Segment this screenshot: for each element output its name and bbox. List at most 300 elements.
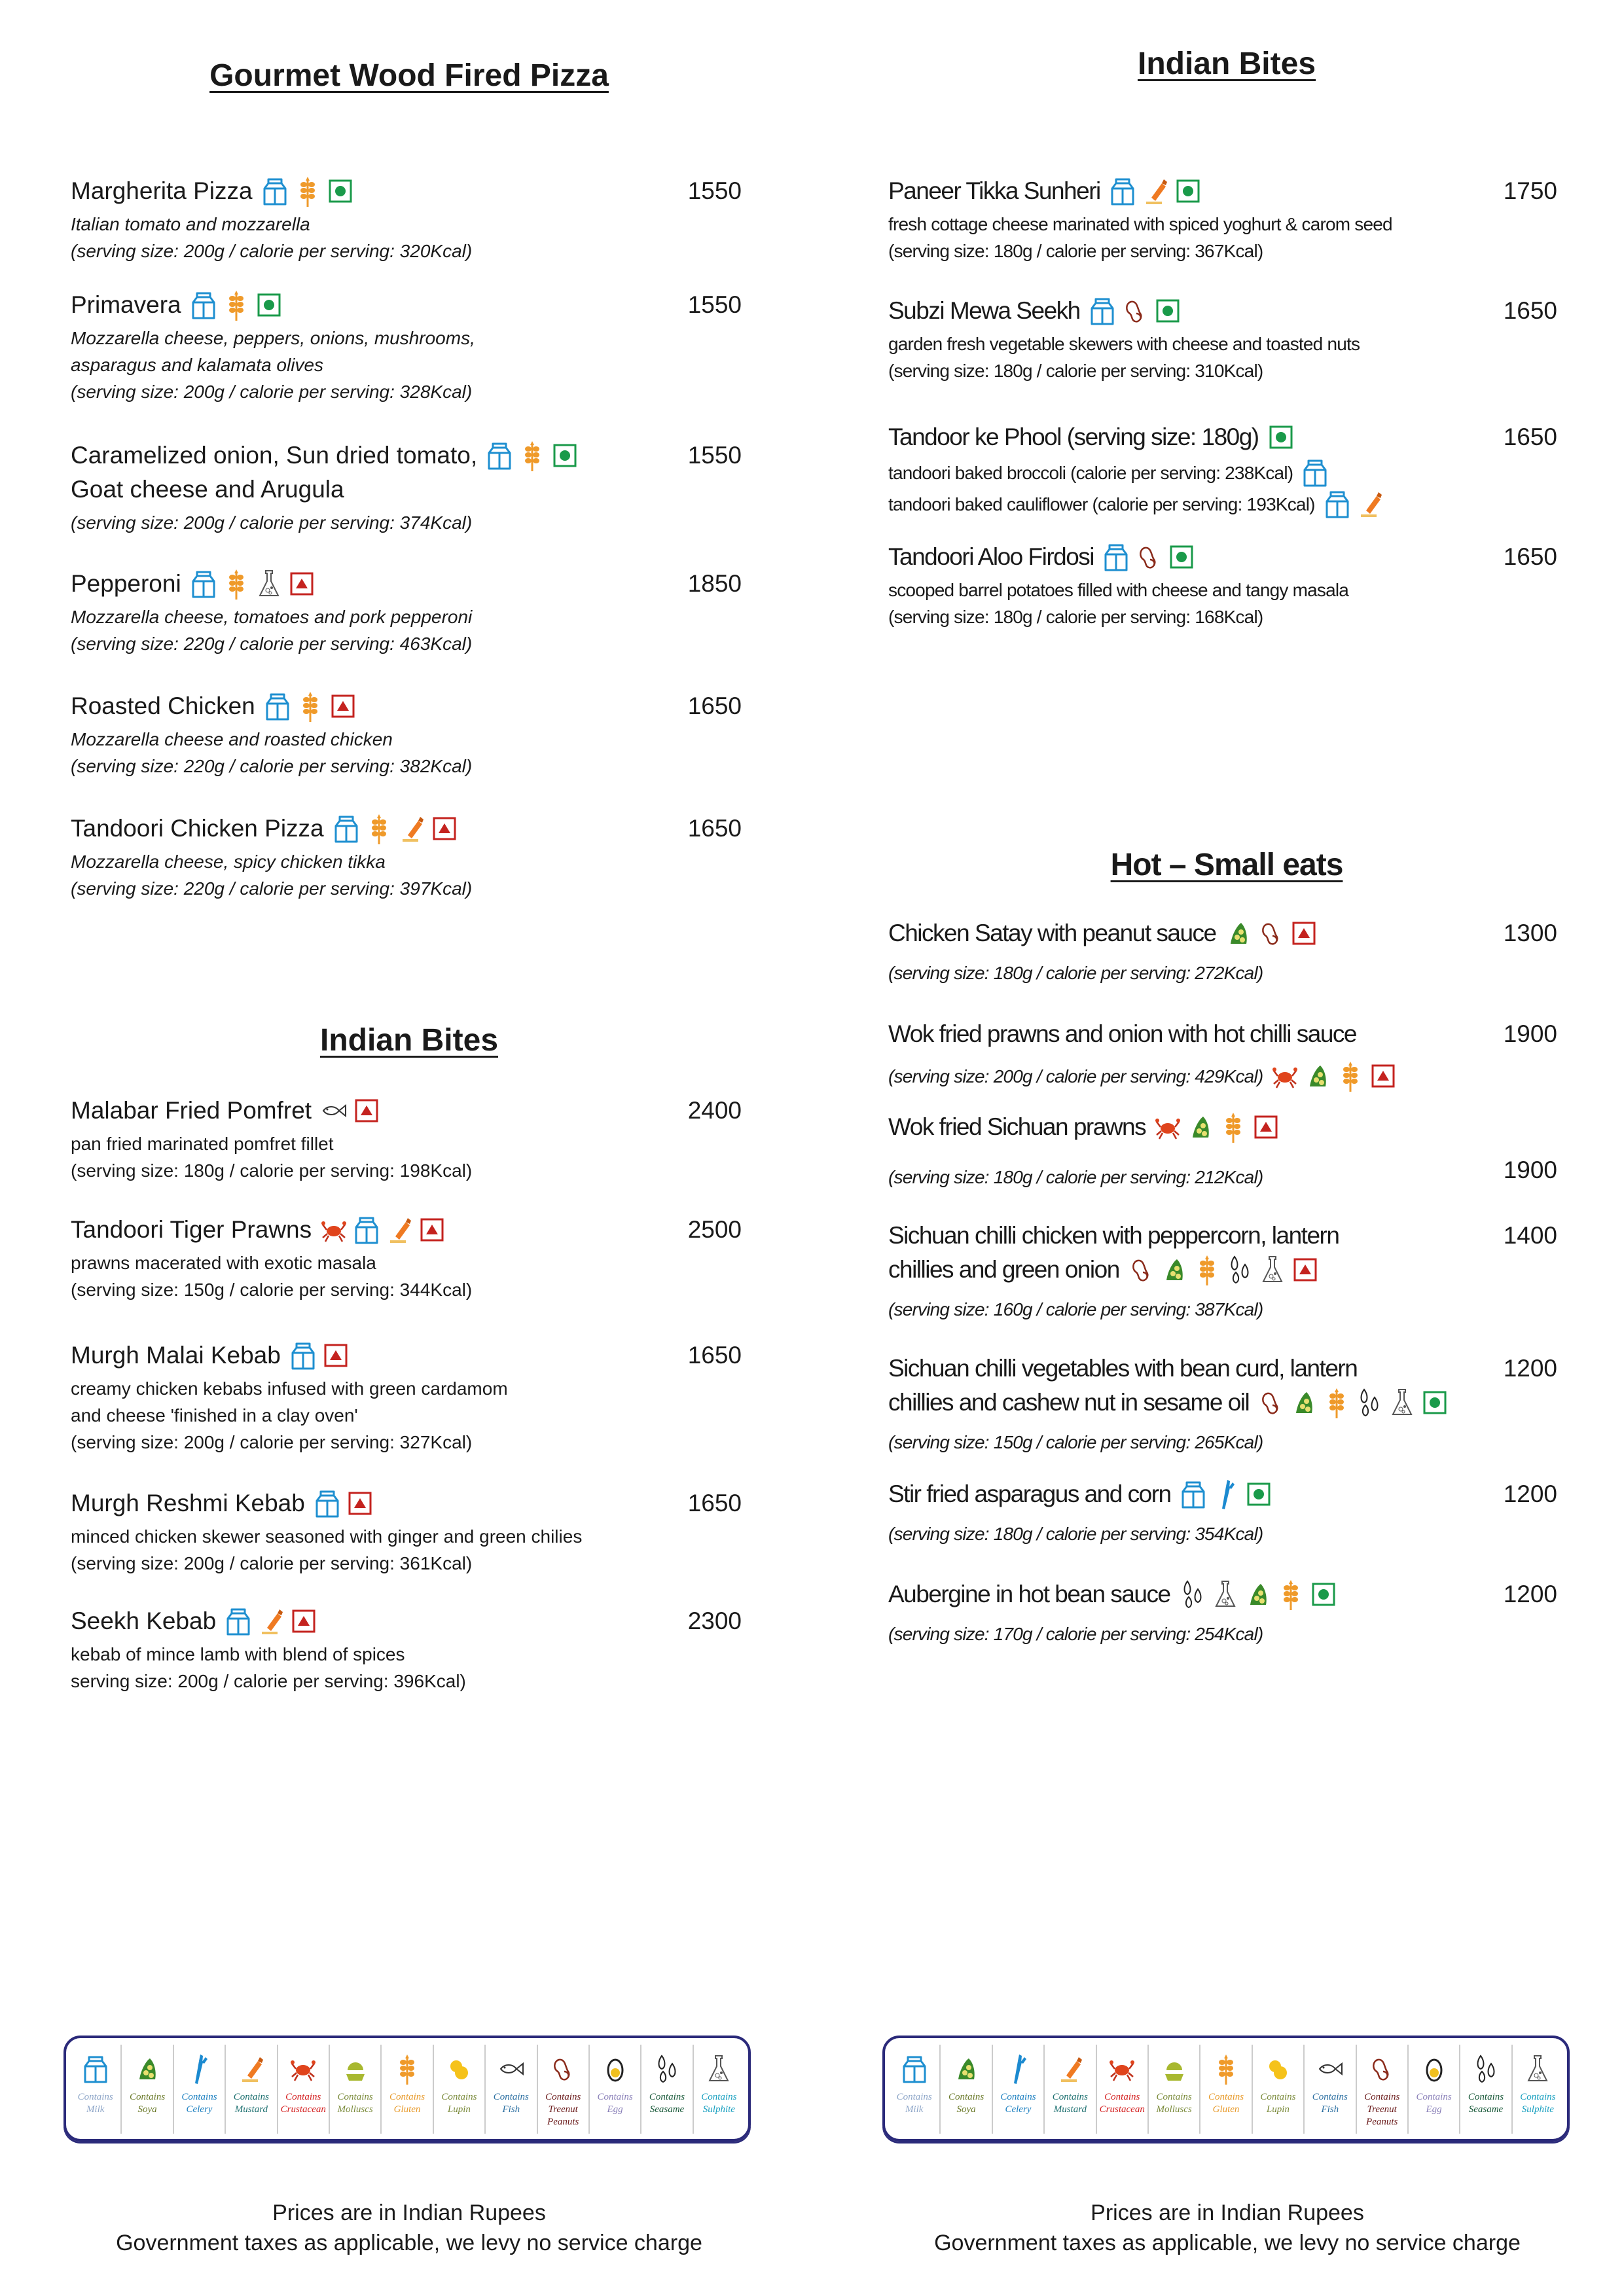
legend-label-line: Contains — [441, 2092, 477, 2102]
legend-label-line: Contains — [1052, 2092, 1088, 2102]
lupin-icon — [446, 2053, 472, 2089]
item-detail — [71, 1429, 745, 1456]
legend-label-line: Milk — [86, 2104, 105, 2115]
milk-icon — [82, 2053, 109, 2089]
legend-label-line: Crustacean — [1099, 2104, 1145, 2115]
milk-icon — [189, 289, 218, 321]
item-name-text: Wok fried Sichuan prawns — [888, 1113, 1146, 1140]
item-description — [71, 1130, 745, 1184]
item-name — [71, 1094, 745, 1128]
legend-label-line: Mustard — [234, 2104, 268, 2115]
sulphite-icon — [1211, 1579, 1240, 1610]
item-description — [888, 331, 1562, 384]
item-detail — [71, 211, 745, 238]
veg-icon — [550, 440, 579, 471]
sesame-icon — [654, 2053, 680, 2089]
item-detail — [888, 457, 1562, 488]
footer-tax-note: Government taxes as applicable, we levy no service charge — [934, 2231, 1521, 2255]
legend-item-lupin — [433, 2045, 484, 2134]
item-detail — [71, 875, 745, 902]
item-detail-text: (serving size: 220g / calorie per serving: 397Kcal) — [71, 878, 473, 899]
item-detail-text: Mozzarella cheese, spicy chicken tikka — [71, 852, 386, 872]
soya-icon — [1290, 1387, 1318, 1418]
veg-icon — [1167, 541, 1196, 573]
legend-label-line: Soya — [137, 2104, 157, 2115]
legend-label — [1157, 2091, 1192, 2116]
milk-icon — [332, 813, 361, 844]
item-price: 1550 — [687, 177, 742, 204]
milk-icon — [313, 1488, 342, 1519]
item-detail-text: (serving size: 200g / calorie per serving: 374Kcal) — [71, 512, 473, 533]
item-detail-text: garden fresh vegetable skewers with cheese and toasted nuts — [888, 334, 1360, 354]
veg-icon — [1153, 295, 1182, 327]
item-detail-text: prawns macerated with exotic masala — [71, 1253, 376, 1273]
item-detail — [71, 351, 745, 378]
item-name-text: Caramelized onion, Sun dried tomato, — [71, 442, 478, 469]
item-name — [888, 294, 1562, 328]
item-description — [888, 1621, 1562, 1647]
legend-label-line: Crustacean — [280, 2104, 326, 2115]
item-price: 1850 — [687, 570, 742, 597]
menu-item — [888, 1352, 1562, 1456]
legend-label-line: Peanuts — [1366, 2117, 1398, 2127]
legend-label-line: Lupin — [447, 2104, 471, 2115]
item-price: 1200 — [1503, 1480, 1557, 1507]
crustacean-icon — [1271, 1060, 1299, 1092]
milk-icon — [1179, 1479, 1208, 1510]
item-description — [71, 848, 745, 902]
molluscs-icon — [1161, 2053, 1187, 2089]
allergen-icons — [1108, 175, 1202, 207]
soya-icon — [1303, 1060, 1332, 1092]
legend-item-gluten — [380, 2045, 432, 2134]
item-description — [888, 457, 1562, 520]
item-detail — [888, 1429, 1562, 1456]
item-detail — [888, 1296, 1562, 1323]
nonveg-icon — [418, 1214, 446, 1246]
item-description — [888, 960, 1562, 986]
item-name — [888, 1577, 1562, 1611]
item-description — [71, 726, 745, 780]
legend-label-line: Seasame — [649, 2104, 685, 2115]
item-detail — [71, 1402, 745, 1429]
legend-label — [701, 2091, 736, 2116]
legend-label — [281, 2091, 326, 2116]
item-name-text: Aubergine in hot bean sauce — [888, 1581, 1170, 1607]
allergen-icons — [485, 440, 579, 471]
legend-label-line: Soya — [956, 2104, 976, 2115]
item-detail — [888, 211, 1562, 238]
treenut-icon — [550, 2053, 576, 2089]
allergen-icons — [189, 289, 283, 321]
menu-item — [888, 1577, 1562, 1647]
item-detail — [71, 603, 745, 630]
item-detail — [71, 1130, 745, 1157]
legend-item-lupin — [1252, 2045, 1303, 2134]
item-name — [71, 439, 745, 473]
sulphite-icon — [255, 568, 283, 600]
allergen-icons — [1179, 1479, 1273, 1510]
item-detail-text: (serving size: 160g / calorie per serving: 387Kcal) — [888, 1299, 1263, 1319]
item-name — [888, 174, 1562, 208]
item-name-text: chillies and cashew nut in sesame oil — [888, 1389, 1250, 1416]
milk-icon — [1323, 488, 1352, 520]
menu-item — [71, 567, 745, 657]
item-name — [71, 1213, 745, 1247]
veg-icon — [1420, 1387, 1449, 1418]
item-detail — [71, 848, 745, 875]
egg-icon — [1421, 2053, 1447, 2089]
legend-label — [1053, 2091, 1088, 2116]
legend-item-molluscs — [1147, 2045, 1199, 2134]
item-detail-text: asparagus and kalamata olives — [71, 355, 324, 375]
section-title-pizza: Gourmet Wood Fired Pizza — [209, 58, 609, 93]
gluten-icon — [293, 175, 322, 207]
item-price: 1900 — [1503, 1020, 1557, 1047]
fish-icon — [498, 2053, 524, 2089]
item-detail — [71, 238, 745, 264]
item-detail-text: (serving size: 180g / calorie per serving: 310Kcal) — [888, 361, 1263, 381]
menu-item — [888, 916, 1562, 986]
item-name — [888, 1352, 1562, 1386]
item-name — [888, 420, 1562, 454]
nonveg-icon — [329, 691, 357, 722]
item-detail-text: (serving size: 180g / calorie per serving: 212Kcal) — [888, 1167, 1263, 1187]
legend-label — [1208, 2091, 1244, 2116]
item-detail-text: (serving size: 200g / calorie per serving: 320Kcal) — [71, 241, 473, 261]
legend-item-sulphite — [693, 2045, 744, 2134]
celery-icon — [1005, 2053, 1031, 2089]
legend-label-line: Treenut — [548, 2104, 578, 2115]
lupin-icon — [1265, 2053, 1291, 2089]
item-price: 1650 — [687, 815, 742, 842]
footer-left — [49, 2198, 769, 2258]
legend-label-line: Contains — [1000, 2092, 1036, 2102]
item-name-text: Roasted Chicken — [71, 692, 255, 719]
item-name-text: Sichuan chilli chicken with peppercorn, lantern — [888, 1222, 1339, 1249]
milk-icon — [189, 568, 218, 600]
legend-label-line: Contains — [1416, 2092, 1452, 2102]
item-name — [888, 1017, 1562, 1051]
item-price: 1650 — [1503, 543, 1557, 570]
legend-label-line: Contains — [1208, 2092, 1244, 2102]
item-name — [888, 540, 1562, 574]
legend-item-treenut — [1356, 2045, 1407, 2134]
legend-label — [234, 2091, 269, 2116]
mustard-icon — [385, 1214, 414, 1246]
soya-icon — [1244, 1579, 1272, 1610]
crustacean-icon — [1153, 1111, 1182, 1143]
item-detail — [888, 488, 1562, 520]
item-description — [888, 1429, 1562, 1456]
item-detail — [888, 1060, 1562, 1092]
legend-item-crustacean — [1096, 2045, 1147, 2134]
item-description — [888, 1520, 1562, 1547]
item-detail — [888, 1621, 1562, 1647]
item-detail-text: Mozzarella cheese, tomatoes and pork pepperoni — [71, 607, 473, 627]
legend-label-line: Contains — [1260, 2092, 1296, 2102]
legend-label — [389, 2091, 425, 2116]
menu-item — [71, 1604, 745, 1695]
item-name — [888, 1386, 1562, 1420]
legend-item-gluten — [1199, 2045, 1251, 2134]
item-description — [71, 211, 745, 264]
nonveg-icon — [287, 568, 316, 600]
allergen-icons — [1267, 422, 1295, 453]
item-detail — [71, 509, 745, 536]
allergen-icons — [313, 1488, 374, 1519]
item-name-text: Tandoori Aloo Firdosi — [888, 543, 1094, 570]
allergen-icons — [1271, 1060, 1398, 1092]
milk-icon — [263, 691, 292, 722]
allergen-icons — [1088, 295, 1182, 327]
item-name — [888, 1253, 1562, 1287]
item-detail — [71, 1375, 745, 1402]
legend-item-crustacean — [277, 2045, 329, 2134]
legend-label-line: Contains — [493, 2092, 529, 2102]
mustard-icon — [238, 2053, 264, 2089]
item-name-text: Tandoor ke Phool (serving size: 180g) — [888, 423, 1259, 450]
allergen-icons — [1178, 1579, 1338, 1610]
celery-icon — [1212, 1479, 1240, 1510]
item-detail-text: (serving size: 150g / calorie per serving: 344Kcal) — [71, 1280, 473, 1300]
sulphite-icon — [1388, 1387, 1416, 1418]
item-detail-text: and cheese 'finished in a clay oven' — [71, 1405, 358, 1426]
mustard-icon — [257, 1605, 285, 1637]
legend-label — [1312, 2091, 1348, 2116]
legend-item-milk — [70, 2045, 120, 2134]
legend-label-line: Gluten — [1212, 2104, 1240, 2115]
veg-icon — [1174, 175, 1202, 207]
item-detail — [888, 960, 1562, 986]
crustacean-icon — [1109, 2053, 1135, 2089]
item-detail-text: tandoori baked broccoli (calorie per serving: 238Kcal) — [888, 462, 1293, 483]
menu-item — [71, 174, 745, 264]
molluscs-icon — [342, 2053, 369, 2089]
soya-icon — [134, 2053, 160, 2089]
allergen-legend-right — [882, 2036, 1570, 2142]
milk-icon — [289, 1340, 317, 1371]
item-detail-text: (serving size: 220g / calorie per serving: 463Kcal) — [71, 634, 473, 654]
item-detail-text: (serving size: 200g / calorie per serving: 361Kcal) — [71, 1553, 473, 1573]
legend-label-line: Contains — [337, 2092, 373, 2102]
legend-label-line: Contains — [77, 2092, 113, 2102]
legend-item-mustard — [1043, 2045, 1095, 2134]
section-title-hot-small-eats: Hot – Small eats — [1110, 848, 1343, 882]
nonveg-icon — [352, 1095, 381, 1126]
item-detail-text: (serving size: 180g / calorie per serving: 168Kcal) — [888, 607, 1263, 627]
legend-label-line: Gluten — [393, 2104, 421, 2115]
item-name-text: Margherita Pizza — [71, 177, 253, 204]
legend-label-line: Contains — [1104, 2092, 1140, 2102]
gluten-icon — [1219, 1111, 1248, 1143]
item-name — [71, 473, 745, 507]
soya-icon — [1186, 1111, 1215, 1143]
item-detail — [71, 753, 745, 780]
item-name-text: Goat cheese and Arugula — [71, 476, 344, 503]
sesame-icon — [1473, 2053, 1499, 2089]
menu-item — [888, 1477, 1562, 1547]
item-name — [71, 1604, 745, 1638]
nonveg-icon — [1252, 1111, 1280, 1143]
legend-item-celery — [173, 2045, 225, 2134]
item-name-text: Seekh Kebab — [71, 1607, 217, 1634]
item-price: 2400 — [687, 1097, 742, 1124]
item-detail — [71, 1523, 745, 1550]
item-detail-text: (serving size: 200g / calorie per serving: 328Kcal) — [71, 382, 473, 402]
gluten-icon — [1276, 1579, 1305, 1610]
nonveg-icon — [1369, 1060, 1398, 1092]
legend-item-egg — [588, 2045, 640, 2134]
item-name-text: Subzi Mewa Seekh — [888, 297, 1080, 324]
menu-item — [888, 174, 1562, 264]
legend-label-line: Celery — [186, 2104, 213, 2115]
sulphite-icon — [706, 2053, 732, 2089]
milk-icon — [261, 175, 289, 207]
sulphite-icon — [1525, 2053, 1551, 2089]
item-name — [888, 1477, 1562, 1511]
menu-item — [888, 1110, 1562, 1191]
milk-icon — [901, 2053, 928, 2089]
allergen-legend-left — [63, 2036, 751, 2142]
legend-label-line: Sulphite — [1521, 2104, 1554, 2115]
gluten-icon — [1322, 1387, 1351, 1418]
legend-label — [1416, 2091, 1452, 2116]
item-name — [888, 1219, 1562, 1253]
legend-label-line: Contains — [701, 2092, 737, 2102]
legend-item-treenut — [537, 2045, 588, 2134]
item-detail-text: tandoori baked cauliflower (calorie per serving: 193Kcal) — [888, 493, 1315, 514]
milk-icon — [1301, 457, 1329, 488]
legend-label — [1520, 2091, 1555, 2116]
legend-label — [598, 2091, 633, 2116]
item-detail — [71, 325, 745, 351]
legend-label — [1100, 2091, 1145, 2116]
item-name — [888, 916, 1562, 950]
legend-label-line: Peanuts — [547, 2117, 579, 2127]
milk-icon — [224, 1605, 253, 1637]
legend-item-celery — [992, 2045, 1043, 2134]
veg-icon — [1244, 1479, 1273, 1510]
treenut-icon — [1369, 2053, 1395, 2089]
crustacean-icon — [290, 2053, 316, 2089]
item-detail-text: creamy chicken kebabs infused with green cardamom — [71, 1378, 508, 1399]
legend-label-line: Molluscs — [337, 2104, 373, 2115]
menu-item — [888, 1219, 1562, 1323]
veg-icon — [1309, 1579, 1338, 1610]
legend-label-line: Mustard — [1053, 2104, 1087, 2115]
item-name-text: Tandoori Chicken Pizza — [71, 815, 324, 842]
item-detail — [888, 238, 1562, 264]
milk-icon — [352, 1214, 381, 1246]
legend-item-soya — [939, 2045, 991, 2134]
gluten-icon — [296, 691, 325, 722]
item-detail — [888, 1520, 1562, 1547]
legend-label-line: Contains — [1156, 2092, 1192, 2102]
fish-icon — [319, 1095, 348, 1126]
sesame-icon — [1355, 1387, 1384, 1418]
legend-label-line: Treenut — [1367, 2104, 1397, 2115]
item-description — [71, 1249, 745, 1303]
treenut-icon — [1257, 1387, 1286, 1418]
item-detail-text: (serving size: 200g / calorie per serving: 429Kcal) — [888, 1066, 1263, 1086]
item-name — [71, 1486, 745, 1520]
gluten-icon — [518, 440, 547, 471]
gluten-icon — [1213, 2053, 1239, 2089]
item-description — [71, 1523, 745, 1577]
allergen-icons — [332, 813, 459, 844]
allergen-icons — [1127, 1254, 1320, 1285]
milk-icon — [1102, 541, 1130, 573]
celery-icon — [186, 2053, 212, 2089]
nonveg-icon — [430, 813, 459, 844]
item-description — [888, 577, 1562, 630]
legend-label — [1364, 2091, 1399, 2128]
sulphite-icon — [1258, 1254, 1287, 1285]
legend-label-line: Fish — [1321, 2104, 1339, 2115]
item-description — [888, 1296, 1562, 1323]
menu-item — [888, 294, 1562, 384]
item-name — [888, 1110, 1562, 1144]
gluten-icon — [394, 2053, 420, 2089]
item-description — [71, 325, 745, 405]
allergen-icons — [1323, 488, 1384, 520]
item-detail-text: (serving size: 150g / calorie per serving: 265Kcal) — [888, 1432, 1263, 1452]
item-detail-text: kebab of mince lamb with blend of spices — [71, 1644, 405, 1664]
legend-label-line: Contains — [233, 2092, 269, 2102]
item-price: 1650 — [1503, 297, 1557, 324]
soya-icon — [1160, 1254, 1189, 1285]
legend-item-sesame — [1459, 2045, 1511, 2134]
legend-item-milk — [889, 2045, 939, 2134]
legend-label-line: Egg — [607, 2104, 623, 2115]
mustard-icon — [1141, 175, 1170, 207]
legend-item-soya — [120, 2045, 172, 2134]
allergen-icons — [1301, 457, 1329, 488]
item-price: 1900 — [1503, 1157, 1557, 1183]
sesame-icon — [1178, 1579, 1207, 1610]
allergen-icons — [189, 568, 316, 600]
treenut-icon — [1121, 295, 1149, 327]
footer-currency-note: Prices are in Indian Rupees — [1091, 2200, 1364, 2225]
gluten-icon — [222, 289, 251, 321]
mustard-icon — [397, 813, 426, 844]
item-price: 2300 — [687, 1607, 742, 1634]
nonveg-icon — [289, 1605, 318, 1637]
mustard-icon — [1356, 488, 1384, 520]
item-description — [71, 1375, 745, 1456]
legend-label — [130, 2091, 165, 2116]
menu-item — [888, 1017, 1562, 1092]
egg-icon — [602, 2053, 628, 2089]
item-detail-text: (serving size: 170g / calorie per serving: 254Kcal) — [888, 1624, 1263, 1644]
item-name — [71, 812, 745, 846]
item-name-text: Malabar Fried Pomfret — [71, 1097, 312, 1124]
item-name-text: Sichuan chilli vegetables with bean curd, lantern — [888, 1355, 1358, 1382]
item-name-text: Tandoori Tiger Prawns — [71, 1216, 312, 1243]
legend-label-line: Contains — [649, 2092, 685, 2102]
veg-icon — [326, 175, 355, 207]
legend-label-line: Contains — [1364, 2092, 1400, 2102]
item-detail — [888, 331, 1562, 357]
menu-item — [71, 689, 745, 780]
legend-label-line: Contains — [1312, 2092, 1348, 2102]
milk-icon — [1108, 175, 1137, 207]
allergen-icons — [319, 1095, 381, 1126]
item-name — [71, 1338, 745, 1372]
menu-item — [71, 288, 745, 405]
legend-item-molluscs — [329, 2045, 380, 2134]
